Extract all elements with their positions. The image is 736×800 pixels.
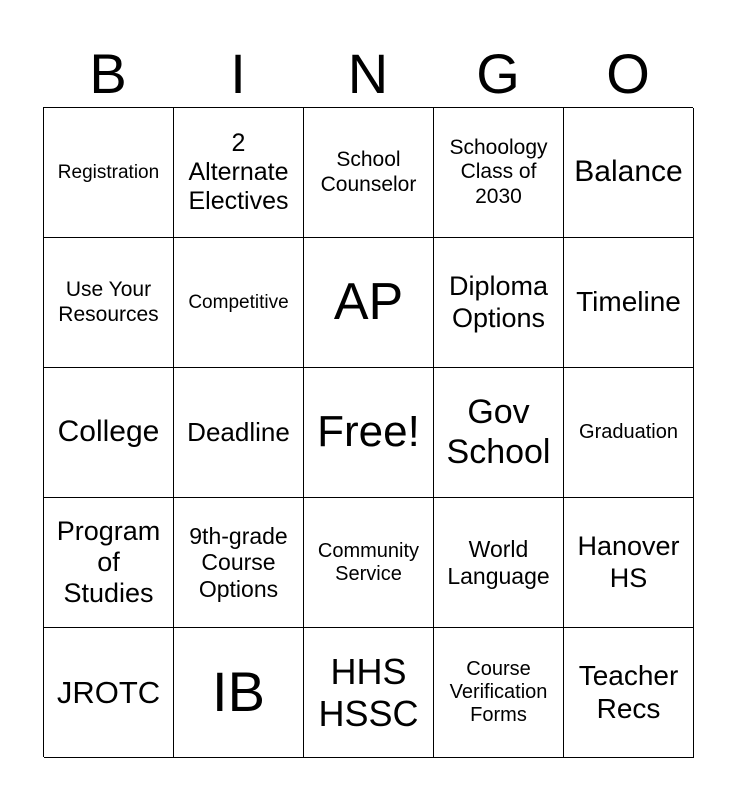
cell-label: Competitive xyxy=(188,291,289,313)
bingo-cell-r3c5[interactable] xyxy=(564,368,694,498)
bingo-cell-r4c3[interactable] xyxy=(304,498,434,628)
bingo-cell-r4c5[interactable] xyxy=(564,498,694,628)
header-letter-n: N xyxy=(347,42,389,105)
bingo-cell-r4c1[interactable] xyxy=(44,498,174,628)
bingo-cell-r3c1[interactable] xyxy=(44,368,174,498)
bingo-cell-r3c2[interactable] xyxy=(174,368,304,498)
cell-label: Hanover HS xyxy=(577,531,680,593)
bingo-cell-r2c1[interactable] xyxy=(44,238,174,368)
cell-label: Balance xyxy=(574,155,683,189)
bingo-cell-r2c5[interactable] xyxy=(564,238,694,368)
bingo-cell-r1c5[interactable] xyxy=(564,108,694,238)
bingo-cell-r5c3[interactable] xyxy=(304,628,434,758)
bingo-header xyxy=(43,40,693,108)
cell-label: Gov School xyxy=(446,393,551,471)
bingo-cell-r4c4[interactable] xyxy=(434,498,564,628)
cell-label: 2 Alternate Electives xyxy=(188,129,289,215)
bingo-cell-r3c4[interactable] xyxy=(434,368,564,498)
cell-label: HHS HSSC xyxy=(318,651,419,734)
header-letter-g: G xyxy=(476,42,520,105)
cell-label: World Language xyxy=(447,536,550,589)
cell-label: 9th-grade Course Options xyxy=(189,522,288,602)
bingo-cell-r5c5[interactable] xyxy=(564,628,694,758)
free-space: Free! xyxy=(317,407,420,457)
bingo-cell-r1c1[interactable] xyxy=(44,108,174,238)
cell-label: Graduation xyxy=(579,421,678,443)
bingo-cell-r4c2[interactable] xyxy=(174,498,304,628)
bingo-card-grid xyxy=(43,107,693,757)
cell-label: College xyxy=(57,415,160,449)
header-letter-o: O xyxy=(606,42,650,105)
bingo-cell-r2c2[interactable] xyxy=(174,238,304,368)
header-letter-b: B xyxy=(89,42,127,105)
cell-label: IB xyxy=(212,660,265,724)
bingo-cell-r2c4[interactable] xyxy=(434,238,564,368)
cell-label: School Counselor xyxy=(320,148,417,196)
cell-label: AP xyxy=(333,272,404,331)
cell-label: Community Service xyxy=(317,539,420,585)
cell-label: Course Verification Forms xyxy=(449,658,548,726)
cell-label: Schoology Class of 2030 xyxy=(449,136,548,208)
cell-label: Timeline xyxy=(576,286,681,318)
cell-label: JROTC xyxy=(56,674,161,710)
bingo-cell-r2c3[interactable] xyxy=(304,238,434,368)
cell-label: Use Your Resources xyxy=(58,278,159,326)
bingo-cell-r5c1[interactable] xyxy=(44,628,174,758)
cell-label: Registration xyxy=(57,161,160,183)
cell-label: Program of Studies xyxy=(56,515,161,609)
cell-label: Deadline xyxy=(187,416,290,447)
cell-label: Diploma Options xyxy=(448,271,549,333)
bingo-cell-r5c4[interactable] xyxy=(434,628,564,758)
bingo-cell-r1c3[interactable] xyxy=(304,108,434,238)
cell-label: Teacher Recs xyxy=(578,660,679,724)
header-letter-i: I xyxy=(230,42,246,105)
bingo-cell-r1c2[interactable] xyxy=(174,108,304,238)
bingo-cell-r1c4[interactable] xyxy=(434,108,564,238)
bingo-cell-r3c3[interactable] xyxy=(304,368,434,498)
bingo-cell-r5c2[interactable] xyxy=(174,628,304,758)
